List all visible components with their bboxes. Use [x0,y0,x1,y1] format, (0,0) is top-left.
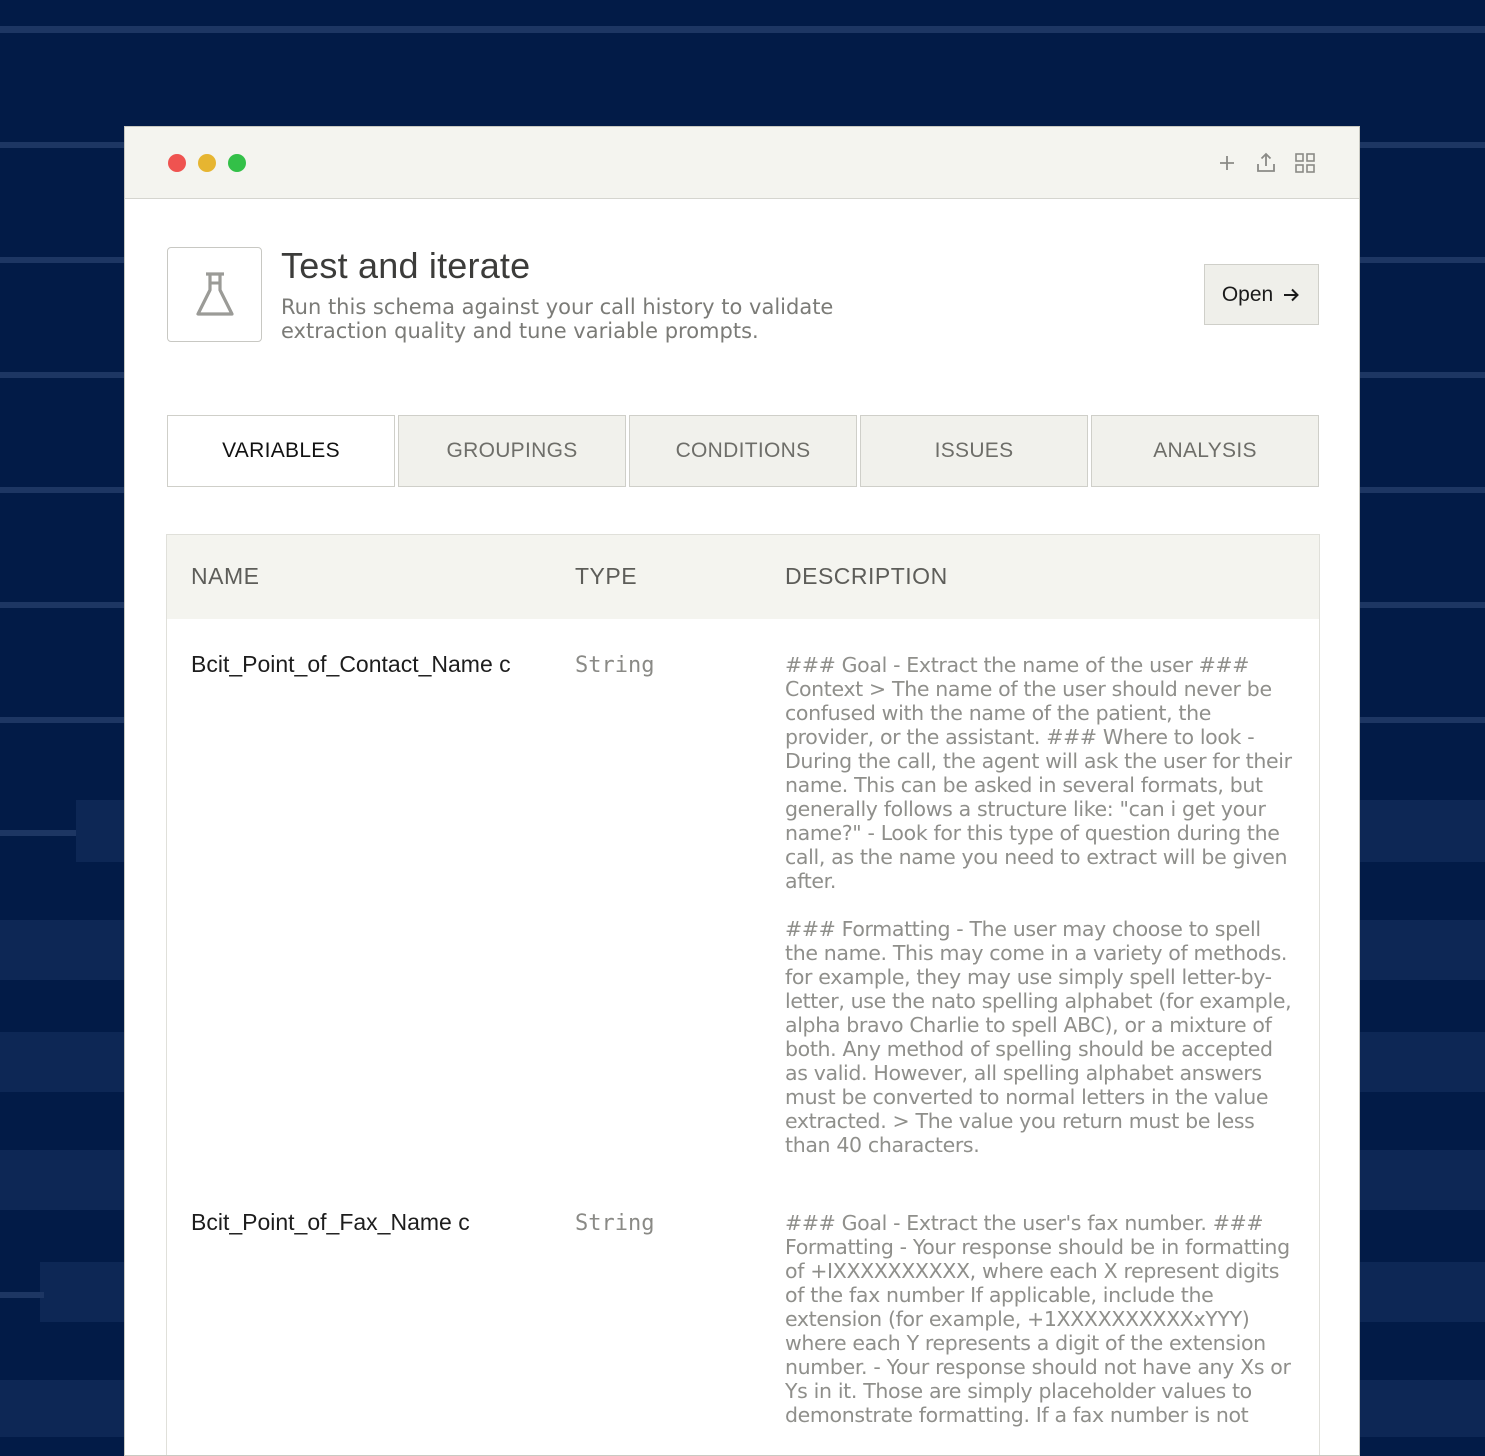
tab-issues[interactable]: ISSUES [860,415,1088,487]
variables-table [166,534,1320,1456]
arrow-right-icon [1281,285,1301,305]
variable-description [785,653,1297,1181]
variable-type: String [575,1211,655,1236]
description-paragraph: ### Formatting - The user may choose to spell the name. This may come in a variety of methods. for example, they may use simply spell letter-by-letter, use the nato spelling alphabet (for example, alpha bravo Charlie to spell ABC), or a mixture of both. Any method of spelling should be accepted as valid. However, all spelling alphabet answers must be converted to normal letters in the value extracted. > The value you return must be less than 40 characters. [785,917,1292,1157]
table-header [167,535,1319,619]
maximize-window-button[interactable] [228,154,246,172]
tab-groupings[interactable]: GROUPINGS [398,415,626,487]
variable-name: Bcit_Point_of_Fax_Name c [191,1209,470,1235]
minimize-window-button[interactable] [198,154,216,172]
tab-conditions[interactable]: CONDITIONS [629,415,857,487]
background-stripe [0,26,1485,33]
background-stripe [0,830,80,836]
open-button[interactable] [1204,264,1319,325]
variable-name: Bcit_Point_of_Contact_Name c [191,651,511,677]
page-title: Test and iterate [281,245,531,286]
app-window [124,126,1360,1456]
title-bar [125,127,1359,199]
tab-bar [167,415,1319,487]
grid-icon[interactable] [1293,151,1317,175]
page-subtitle: Run this schema against your call history to validate extraction quality and tune variable prompts. [281,295,834,343]
description-paragraph: ### Goal - Extract the user's fax number. ### Formatting - Your response should be in formatting of +IXXXXXXXXXX, where each X represent digits of the fax number If applicable, include the extension (for example, +1XXXXXXXXXXxYYY) where each Y represents a digit of the extension number. - Your response should not have any Xs or Ys in it. Those are simply placeholder values to demonstrate formatting. If a fax number is not [785,1211,1291,1427]
tab-variables[interactable]: VARIABLES [167,415,395,487]
tab-analysis[interactable]: ANALYSIS [1091,415,1319,487]
share-icon[interactable] [1254,151,1278,175]
variable-type: String [575,653,655,678]
plus-icon[interactable] [1215,151,1239,175]
close-window-button[interactable] [168,154,186,172]
flask-icon [167,247,262,342]
description-paragraph: ### Goal - Extract the name of the user ### Context > The name of the user should never be confused with the name of the patient, the provider, or the assistant. ### Where to look - During the call, the agent will ask the user for their name. This can be asked in several formats, but generally follows a structure like: "can i get your name?" - Look for this type of question during the call, as the name you need to extract will be given after. [785,653,1292,893]
background-stripe [0,1292,44,1298]
column-header-type: TYPE [575,563,638,589]
open-button-label: Open [1221,282,1274,306]
variable-description [785,1211,1297,1451]
column-header-name: NAME [191,563,260,589]
column-header-description: DESCRIPTION [785,563,948,589]
